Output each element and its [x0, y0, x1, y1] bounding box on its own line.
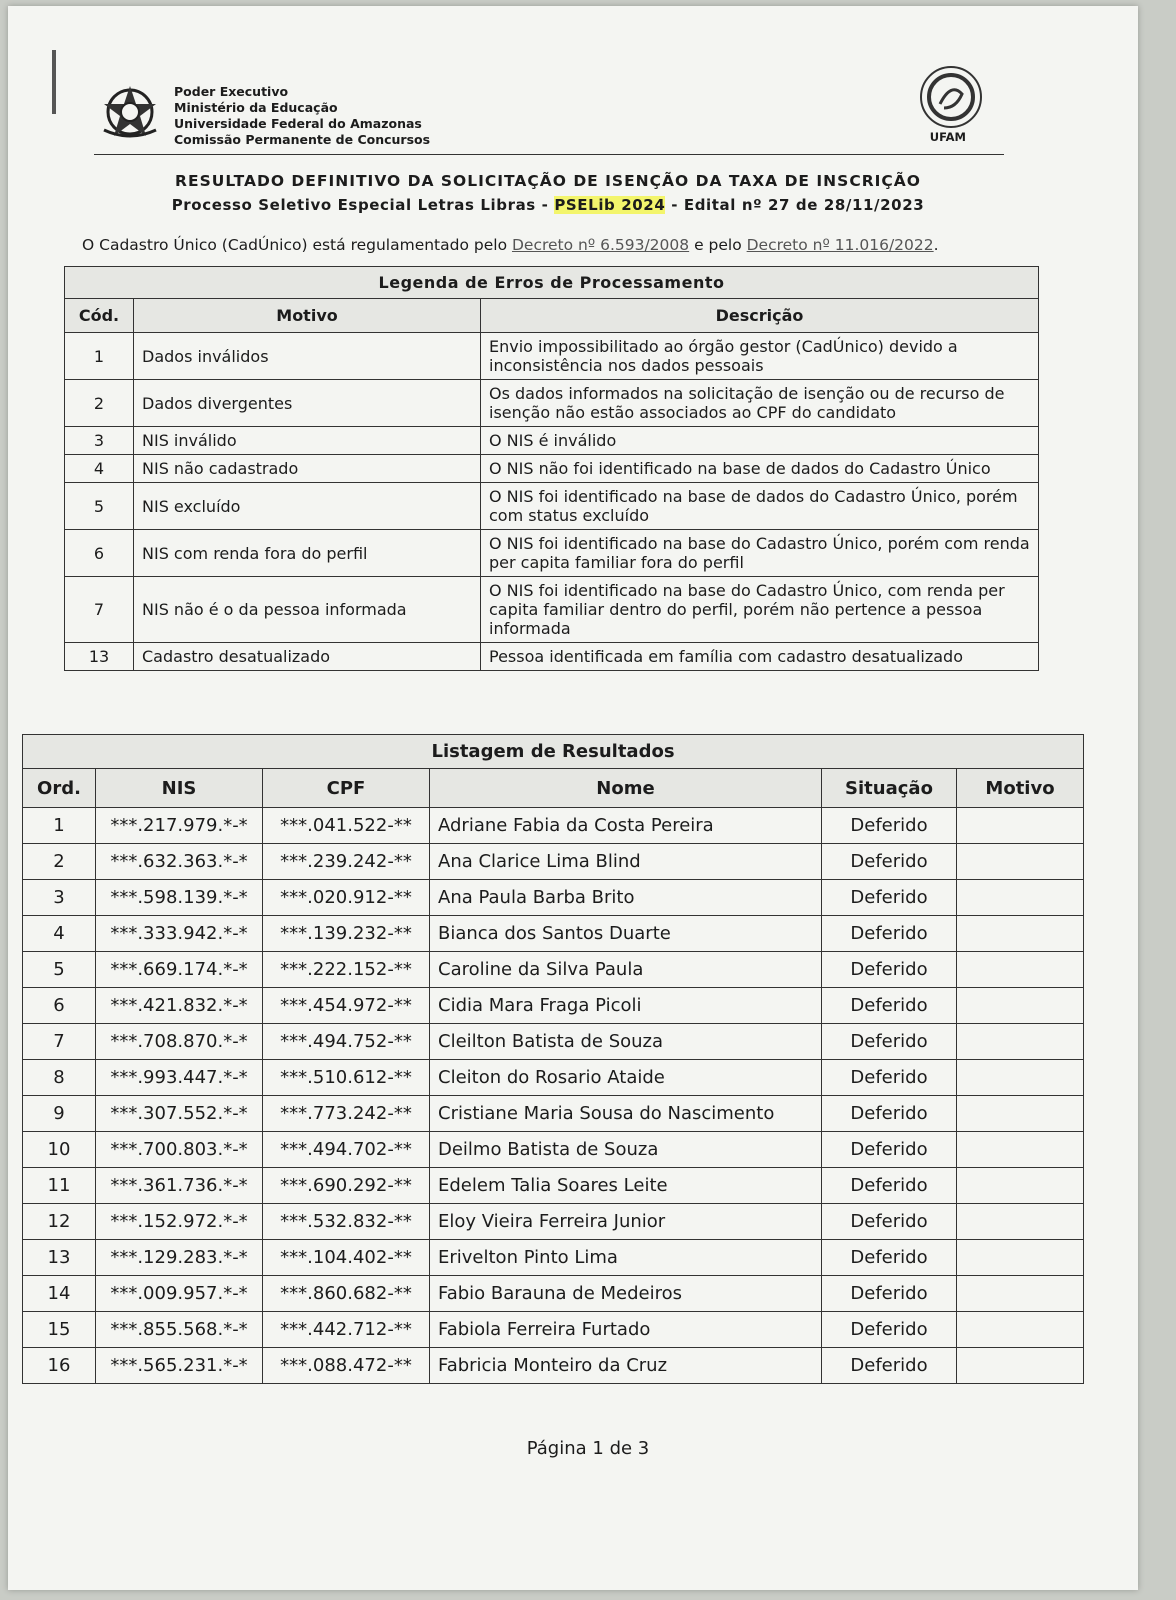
name-cell: Edelem Talia Soares Leite: [430, 1168, 822, 1204]
table-row: [23, 844, 1084, 880]
legend-row: [65, 643, 1039, 671]
title-prefix: Processo Seletivo Especial Letras Libras -: [171, 196, 555, 214]
status-cell: Deferido: [822, 988, 957, 1024]
cpf-cell: ***.494.702-**: [263, 1132, 430, 1168]
legend-header-row: [65, 299, 1039, 333]
page-number: Página 1 de 3: [526, 1438, 650, 1459]
table-row: [23, 880, 1084, 916]
cpf-cell: ***.442.712-**: [263, 1312, 430, 1348]
status-cell: Deferido: [822, 1276, 957, 1312]
org-line: Universidade Federal do Amazonas: [174, 116, 422, 131]
legend-reason-cell: NIS não é o da pessoa informada: [134, 577, 481, 643]
legend-description-cell: O NIS não foi identificado na base de dados do Cadastro Único: [481, 455, 1039, 483]
status-cell: Deferido: [822, 880, 957, 916]
legend-description-cell: Envio impossibilitado ao órgão gestor (CadÚnico) devido a inconsistência nos dados pessoais: [481, 333, 1039, 380]
name-cell: Deilmo Batista de Souza: [430, 1132, 822, 1168]
table-row: [23, 916, 1084, 952]
legend-row: [65, 577, 1039, 643]
reason-cell: [957, 1024, 1084, 1060]
nis-cell: ***.565.231.*-*: [96, 1348, 263, 1384]
legend-reason-cell: NIS inválido: [134, 427, 481, 455]
nis-cell: ***.152.972.*-*: [96, 1204, 263, 1240]
column-header: Cód.: [65, 299, 134, 333]
order-cell: 5: [23, 952, 96, 988]
status-cell: Deferido: [822, 1168, 957, 1204]
order-cell: 4: [23, 916, 96, 952]
table-row: [23, 988, 1084, 1024]
title-line-1: RESULTADO DEFINITIVO DA SOLICITAÇÃO DE ISENÇÃO DA TAXA DE INSCRIÇÃO: [175, 172, 921, 190]
reason-cell: [957, 1240, 1084, 1276]
legend-description-cell: O NIS foi identificado na base de dados do Cadastro Único, porém com status excluído: [481, 483, 1039, 530]
nis-cell: ***.700.803.*-*: [96, 1132, 263, 1168]
org-line: Comissão Permanente de Concursos: [174, 132, 431, 147]
name-cell: Erivelton Pinto Lima: [430, 1240, 822, 1276]
nis-cell: ***.217.979.*-*: [96, 808, 263, 844]
binding-mark: [52, 50, 56, 114]
legend-code-cell: 7: [65, 577, 134, 643]
legend-row: [65, 483, 1039, 530]
name-cell: Fabio Barauna de Medeiros: [430, 1276, 822, 1312]
results-header-row: [23, 769, 1084, 808]
organization-lines: [174, 84, 430, 148]
order-cell: 9: [23, 1096, 96, 1132]
status-cell: Deferido: [822, 952, 957, 988]
order-cell: 16: [23, 1348, 96, 1384]
status-cell: Deferido: [822, 1060, 957, 1096]
legend-description-cell: Os dados informados na solicitação de isenção ou de recurso de isenção não estão associados ao CPF do candidato: [481, 380, 1039, 427]
table-row: [23, 1276, 1084, 1312]
order-cell: 13: [23, 1240, 96, 1276]
cpf-cell: ***.690.292-**: [263, 1168, 430, 1204]
cpf-cell: ***.510.612-**: [263, 1060, 430, 1096]
intro-paragraph: [82, 236, 939, 254]
title-line-2: [98, 196, 998, 214]
cpf-cell: ***.104.402-**: [263, 1240, 430, 1276]
nis-cell: ***.993.447.*-*: [96, 1060, 263, 1096]
reason-cell: [957, 1096, 1084, 1132]
legend-description-cell: O NIS é inválido: [481, 427, 1039, 455]
reason-cell: [957, 1060, 1084, 1096]
order-cell: 15: [23, 1312, 96, 1348]
legend-table: [64, 266, 1039, 671]
reason-cell: [957, 988, 1084, 1024]
order-cell: 3: [23, 880, 96, 916]
reason-cell: [957, 844, 1084, 880]
title-suffix: - Edital nº 27 de 28/11/2023: [665, 196, 925, 214]
legend-code-cell: 2: [65, 380, 134, 427]
legend-reason-cell: Dados divergentes: [134, 380, 481, 427]
results-title: Listagem de Resultados: [22, 734, 1084, 768]
brazil-coat-of-arms-icon: [98, 80, 162, 144]
reason-cell: [957, 1348, 1084, 1384]
reason-cell: [957, 1132, 1084, 1168]
order-cell: 10: [23, 1132, 96, 1168]
reason-cell: [957, 1276, 1084, 1312]
table-row: [23, 1060, 1084, 1096]
name-cell: Cidia Mara Fraga Picoli: [430, 988, 822, 1024]
reason-cell: [957, 880, 1084, 916]
letterhead: [94, 76, 1004, 155]
legend-code-cell: 4: [65, 455, 134, 483]
order-cell: 11: [23, 1168, 96, 1204]
name-cell: Adriane Fabia da Costa Pereira: [430, 808, 822, 844]
column-header: Motivo: [957, 769, 1084, 808]
decree-link-2[interactable]: Decreto nº 11.016/2022: [746, 236, 934, 254]
legend-code-cell: 3: [65, 427, 134, 455]
legend-reason-cell: NIS com renda fora do perfil: [134, 530, 481, 577]
column-header: Ord.: [23, 769, 96, 808]
cpf-cell: ***.454.972-**: [263, 988, 430, 1024]
status-cell: Deferido: [822, 1096, 957, 1132]
table-row: [23, 1348, 1084, 1384]
status-cell: Deferido: [822, 1312, 957, 1348]
name-cell: Fabricia Monteiro da Cruz: [430, 1348, 822, 1384]
decree-link-1[interactable]: Decreto nº 6.593/2008: [511, 236, 690, 254]
legend-reason-cell: NIS não cadastrado: [134, 455, 481, 483]
reason-cell: [957, 1168, 1084, 1204]
nis-cell: ***.598.139.*-*: [96, 880, 263, 916]
status-cell: Deferido: [822, 916, 957, 952]
nis-cell: ***.129.283.*-*: [96, 1240, 263, 1276]
name-cell: Caroline da Silva Paula: [430, 952, 822, 988]
nis-cell: ***.361.736.*-*: [96, 1168, 263, 1204]
legend-code-cell: 5: [65, 483, 134, 530]
status-cell: Deferido: [822, 1132, 957, 1168]
reason-cell: [957, 808, 1084, 844]
ufam-label: UFAM: [929, 130, 966, 144]
column-header: Descrição: [481, 299, 1039, 333]
org-line: Ministério da Educação: [174, 100, 338, 115]
table-row: [23, 1096, 1084, 1132]
legend-row: [65, 333, 1039, 380]
table-row: [23, 1240, 1084, 1276]
cpf-cell: ***.773.242-**: [263, 1096, 430, 1132]
cpf-cell: ***.020.912-**: [263, 880, 430, 916]
legend-code-cell: 13: [65, 643, 134, 671]
reason-cell: [957, 1204, 1084, 1240]
legend-description-cell: O NIS foi identificado na base do Cadastro Único, com renda per capita familiar dentro do perfil, porém não pertence a pessoa informada: [481, 577, 1039, 643]
order-cell: 2: [23, 844, 96, 880]
name-cell: Cleilton Batista de Souza: [430, 1024, 822, 1060]
legend-reason-cell: Cadastro desatualizado: [134, 643, 481, 671]
cpf-cell: ***.041.522-**: [263, 808, 430, 844]
highlighted-process-code: PSELib 2024: [554, 196, 666, 214]
ufam-logo-icon: [918, 64, 984, 130]
table-row: [23, 1024, 1084, 1060]
status-cell: Deferido: [822, 808, 957, 844]
name-cell: Ana Paula Barba Brito: [430, 880, 822, 916]
name-cell: Cristiane Maria Sousa do Nascimento: [430, 1096, 822, 1132]
cpf-cell: ***.139.232-**: [263, 916, 430, 952]
name-cell: Fabiola Ferreira Furtado: [430, 1312, 822, 1348]
cpf-cell: ***.088.472-**: [263, 1348, 430, 1384]
intro-text: O Cadastro Único (CadÚnico) está regulamentado pelo: [82, 236, 512, 254]
status-cell: Deferido: [822, 1204, 957, 1240]
status-cell: Deferido: [822, 1348, 957, 1384]
results-table: [22, 734, 1084, 1384]
cpf-cell: ***.860.682-**: [263, 1276, 430, 1312]
intro-text: e pelo: [689, 236, 747, 254]
legend-row: [65, 455, 1039, 483]
status-cell: Deferido: [822, 1024, 957, 1060]
nis-cell: ***.855.568.*-*: [96, 1312, 263, 1348]
intro-text: .: [933, 236, 939, 254]
column-header: Nome: [430, 769, 822, 808]
legend-row: [65, 530, 1039, 577]
name-cell: Cleiton do Rosario Ataide: [430, 1060, 822, 1096]
nis-cell: ***.632.363.*-*: [96, 844, 263, 880]
status-cell: Deferido: [822, 844, 957, 880]
results-body: [23, 808, 1084, 1384]
order-cell: 14: [23, 1276, 96, 1312]
reason-cell: [957, 916, 1084, 952]
status-cell: Deferido: [822, 1240, 957, 1276]
legend-title: Legenda de Erros de Processamento: [64, 266, 1039, 298]
name-cell: Eloy Vieira Ferreira Junior: [430, 1204, 822, 1240]
table-row: [23, 1132, 1084, 1168]
nis-cell: ***.307.552.*-*: [96, 1096, 263, 1132]
nis-cell: ***.669.174.*-*: [96, 952, 263, 988]
org-line: Poder Executivo: [174, 84, 289, 99]
table-row: [23, 1312, 1084, 1348]
column-header: CPF: [263, 769, 430, 808]
legend-description-cell: O NIS foi identificado na base do Cadastro Único, porém com renda per capita familiar fora do perfil: [481, 530, 1039, 577]
legend-description-cell: Pessoa identificada em família com cadastro desatualizado: [481, 643, 1039, 671]
table-row: [23, 1168, 1084, 1204]
legend-code-cell: 6: [65, 530, 134, 577]
legend-row: [65, 380, 1039, 427]
column-header: NIS: [96, 769, 263, 808]
legend-code-cell: 1: [65, 333, 134, 380]
reason-cell: [957, 952, 1084, 988]
order-cell: 8: [23, 1060, 96, 1096]
table-row: [23, 808, 1084, 844]
document-title: [98, 172, 998, 214]
name-cell: Ana Clarice Lima Blind: [430, 844, 822, 880]
table-row: [23, 952, 1084, 988]
cpf-cell: ***.222.152-**: [263, 952, 430, 988]
order-cell: 12: [23, 1204, 96, 1240]
order-cell: 7: [23, 1024, 96, 1060]
column-header: Motivo: [134, 299, 481, 333]
table-row: [23, 1204, 1084, 1240]
nis-cell: ***.421.832.*-*: [96, 988, 263, 1024]
nis-cell: ***.333.942.*-*: [96, 916, 263, 952]
reason-cell: [957, 1312, 1084, 1348]
legend-reason-cell: Dados inválidos: [134, 333, 481, 380]
order-cell: 1: [23, 808, 96, 844]
nis-cell: ***.708.870.*-*: [96, 1024, 263, 1060]
nis-cell: ***.009.957.*-*: [96, 1276, 263, 1312]
cpf-cell: ***.532.832-**: [263, 1204, 430, 1240]
cpf-cell: ***.239.242-**: [263, 844, 430, 880]
cpf-cell: ***.494.752-**: [263, 1024, 430, 1060]
legend-body: [65, 333, 1039, 671]
legend-row: [65, 427, 1039, 455]
order-cell: 6: [23, 988, 96, 1024]
column-header: Situação: [822, 769, 957, 808]
legend-reason-cell: NIS excluído: [134, 483, 481, 530]
name-cell: Bianca dos Santos Duarte: [430, 916, 822, 952]
